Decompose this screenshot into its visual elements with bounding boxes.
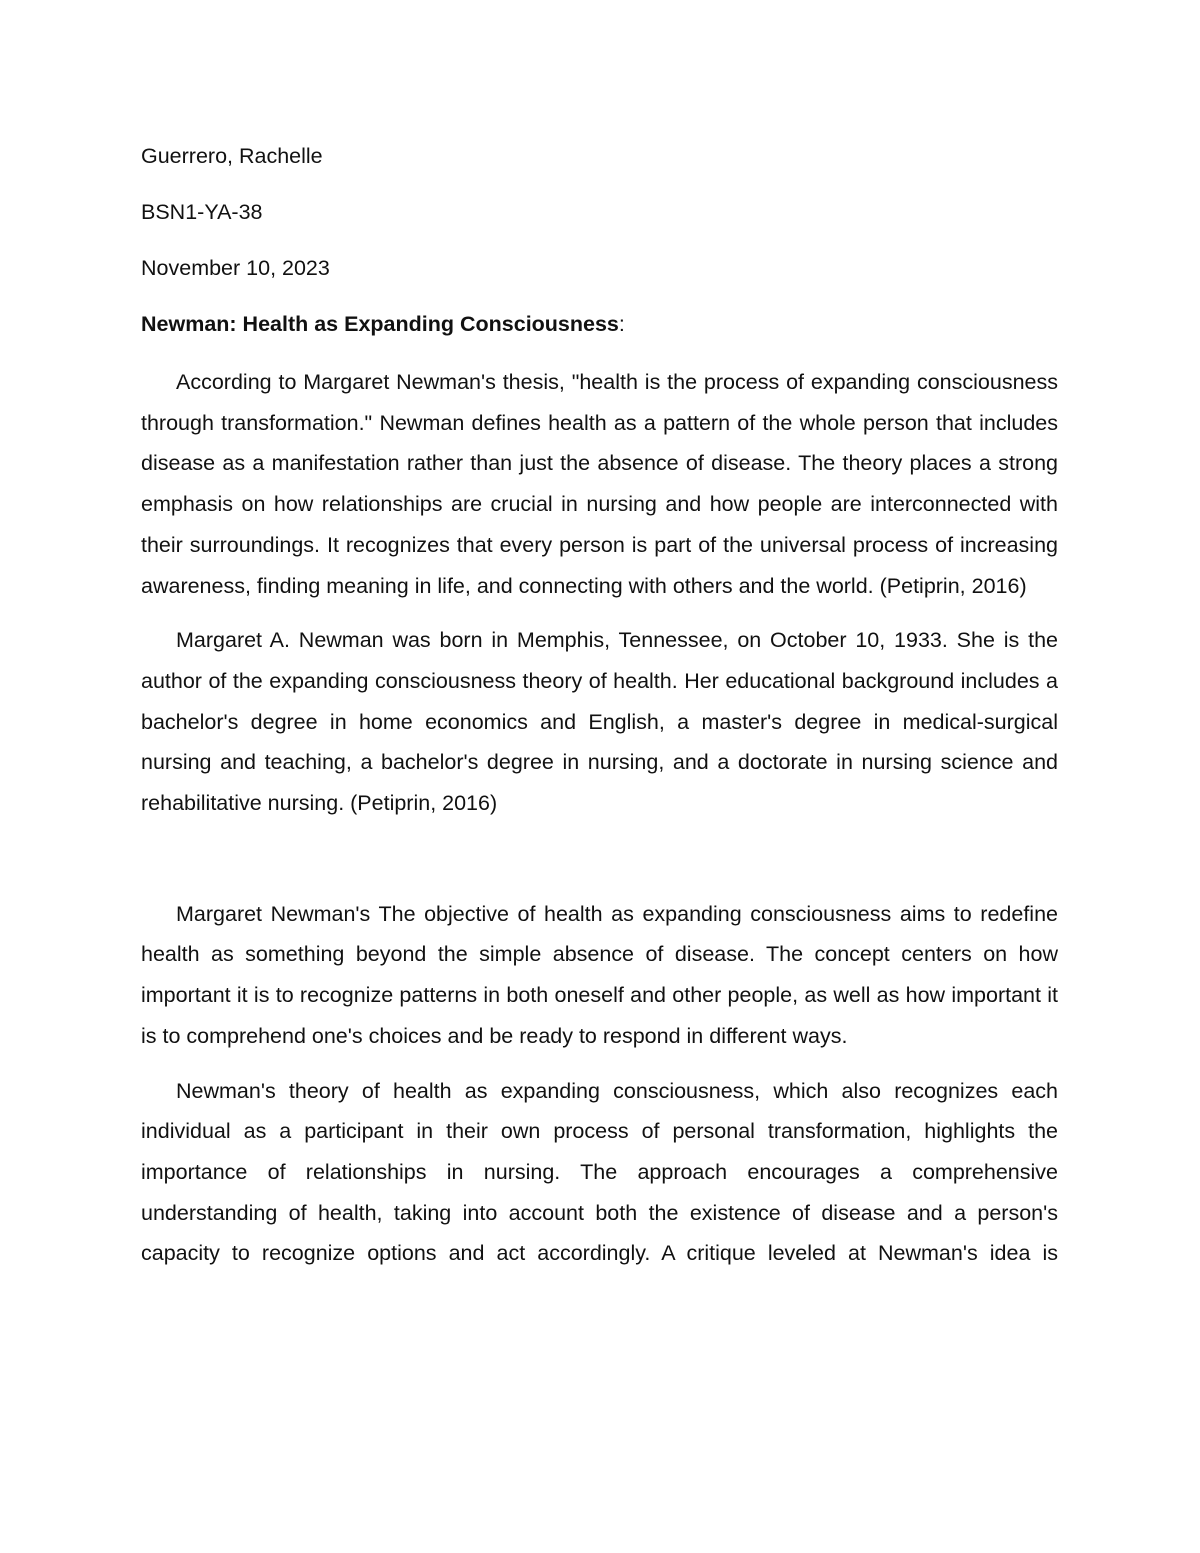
paragraph-biography: Margaret A. Newman was born in Memphis, Tennessee, on October 10, 1933. She is the author of the expanding consciousness theory of health. Her educational background includes a bachelor's degree in home economics and English, a master's degree in medical-surgical nursing and teaching, a bachelor's degree in nursing, and a doctorate in nursing science and rehabilitative nursing. (Petiprin, 2016) xyxy=(141,628,1058,816)
paragraph-objective: Margaret Newman's The objective of health as expanding consciousness aims to redefine health as something beyond the simple absence of disease. The concept centers on how important it is to recognize patterns in both oneself and other people, as well as how important it is to comprehend one's choices and be ready to respond in different ways. xyxy=(141,901,1058,1048)
document-heading xyxy=(141,306,1058,342)
course-section: BSN1-YA-38 xyxy=(141,200,263,224)
heading-title: Newman: Health as Expanding Consciousness xyxy=(141,312,619,336)
heading-colon: : xyxy=(618,312,625,336)
paragraph-theory-definition: According to Margaret Newman's thesis, "health is the process of expanding consciousness through transformation." Newman defines health as a pattern of the whole person that includes disease as a manifestation rather than just the absence of disease. The theory places a strong emphasis on how relationships are crucial in nursing and how people are interconnected with their surroundings. It recognizes that every person is part of the universal process of increasing awareness, finding meaning in life, and connecting with others and the world. (Petiprin, 2016) xyxy=(141,370,1058,598)
author-name: Guerrero, Rachelle xyxy=(141,144,323,168)
document-date: November 10, 2023 xyxy=(141,256,330,280)
paragraph-critique: Newman's theory of health as expanding consciousness, which also recognizes each individual as a participant in their own process of personal transformation, highlights the importance of relationships in nursing. The approach encourages a comprehensive understanding of health, taking into account both the existence of disease and a person's capacity to recognize options and act accordingly. A critique leveled at Newman's idea is xyxy=(141,1078,1058,1266)
document-body xyxy=(141,138,1058,1274)
